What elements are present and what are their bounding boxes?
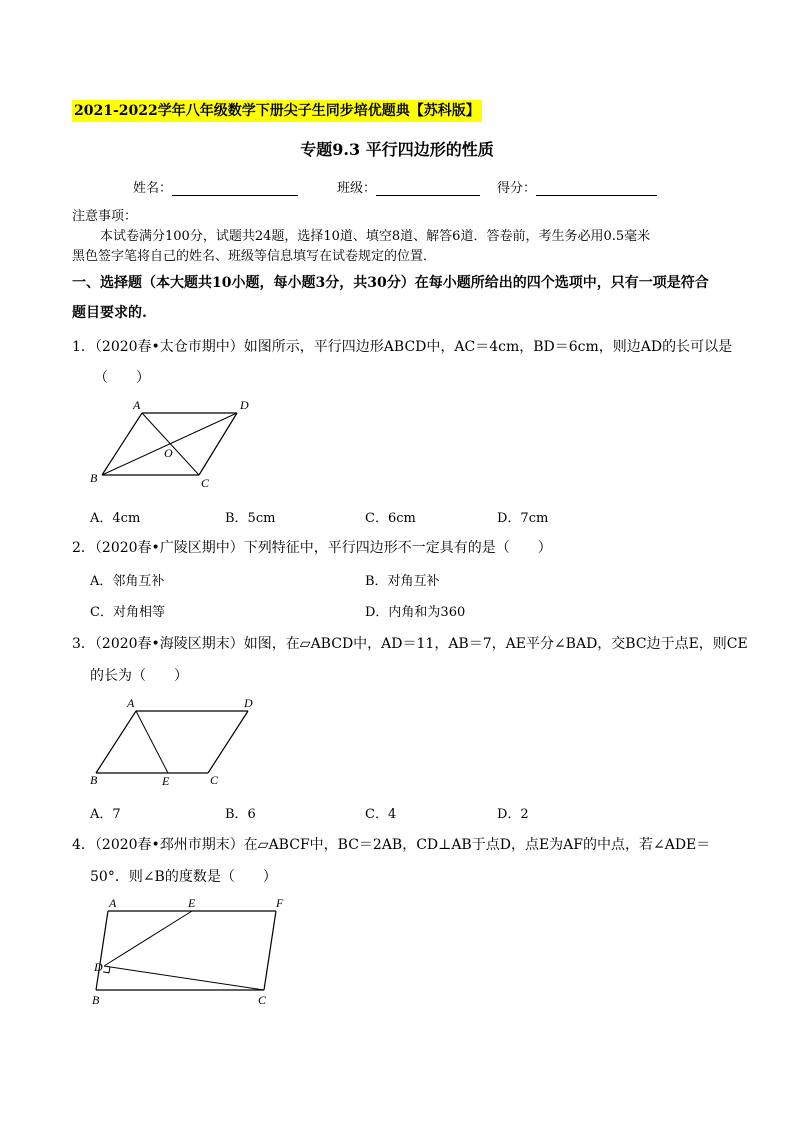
question-number: 2． [72,540,95,556]
score-field[interactable] [497,177,657,196]
question-number: 1． [72,339,95,355]
question-stem: （2020春•广陵区期中）下列特征中，平行四边形不一定具有的是（ ） [94,540,552,556]
segment-dc [104,966,264,990]
name-label: 姓名： [133,181,173,196]
edge-ab [96,711,136,773]
question-stem: （2020春•邳州市期末）在▱ABCF中，BC＝2AB，CD⊥AB于点D，点E为AF的中点，若∠ADE＝ [94,837,711,853]
question-4-line-2: 50°．则∠B的度数是（ ） [90,869,277,885]
label-b: B [92,993,100,1007]
page-title: 专题9.3 平行四边形的性质 [300,140,494,159]
figure-parallelogram-abcd [80,395,270,495]
question-stem: （2020春•海陵区期末）如图，在▱ABCD中，AD＝11，AB＝7，AE平分∠BAD，交BC边于点E，则CE [94,636,748,652]
label-e: E [188,896,196,910]
question-3-text [72,633,748,653]
series-banner: 2021-2022学年八年级数学下册尖子生同步培优题典【苏科版】 [72,100,482,122]
q2-option-b[interactable]: B．对角互补 [365,574,440,589]
label-e: E [162,774,170,788]
label-o: O [164,446,173,460]
question-1-paren: （ ） [94,370,150,386]
edge-cf [264,911,276,990]
label-a: A [127,696,135,710]
class-field[interactable] [337,177,480,196]
q1-option-a[interactable]: A．4cm [90,511,141,526]
question-number: 3． [72,636,95,652]
figure-parallelogram-abcf [82,893,302,1018]
section-heading-line-2: 题目要求的. [72,305,147,321]
label-c: C [258,993,267,1007]
score-blank[interactable] [536,181,657,196]
q3-option-b[interactable]: B．6 [225,807,256,822]
q3-option-d[interactable]: D．2 [497,807,529,822]
question-1-text [72,336,732,356]
segment-ae [136,711,168,773]
edge-cd [199,413,237,475]
q2-option-c[interactable]: C．对角相等 [90,605,165,620]
label-b: B [90,471,98,485]
label-d: D [240,398,249,412]
q2-option-a[interactable]: A．邻角互补 [90,574,165,589]
question-4-text [72,834,710,854]
label-a: A [133,398,141,412]
label-c: C [210,773,219,787]
question-stem: （2020春•太仓市期中）如图所示，平行四边形ABCD中，AC＝4cm，BD＝6cm，则边AD的长可以是 [94,339,733,355]
label-c: C [201,476,210,490]
name-blank[interactable] [172,181,298,196]
notice-line-2: 黑色签字笔将自己的姓名、班级等信息填写在试卷规定的位置． [72,249,437,264]
label-d: D [244,696,253,710]
right-angle-mark [103,967,110,973]
question-3-line-2: 的长为（ ） [90,668,188,684]
q1-option-d[interactable]: D．7cm [497,511,549,526]
label-a: A [109,896,117,910]
question-2-text [72,537,552,557]
class-blank[interactable] [376,181,480,196]
edge-ab [96,911,108,990]
q1-option-b[interactable]: B．5cm [225,511,276,526]
edge-cd [208,711,248,773]
segment-de [104,911,192,966]
label-b: B [90,773,98,787]
q3-option-c[interactable]: C．4 [365,807,397,822]
name-field[interactable] [133,177,298,196]
section-heading-line-1: 一、选择题（本大题共10小题，每小题3分，共30分）在每小题所给出的四个选项中，只有一项是符合 [72,275,709,291]
q1-option-c[interactable]: C．6cm [365,511,416,526]
class-label: 班级： [337,181,377,196]
figure-parallelogram-abcd-bisector [80,693,280,793]
q3-option-a[interactable]: A．7 [90,807,121,822]
notice-line-1: 本试卷满分100分，试题共24题，选择10道、填空8道、解答6道．答卷前，考生务必用0.5毫米 [100,229,651,244]
label-d: D [94,960,103,974]
score-label: 得分： [497,181,537,196]
label-f: F [276,896,284,910]
q2-option-d[interactable]: D．内角和为360 [365,605,466,620]
notice-heading: 注意事项： [72,209,138,224]
question-number: 4． [72,837,95,853]
